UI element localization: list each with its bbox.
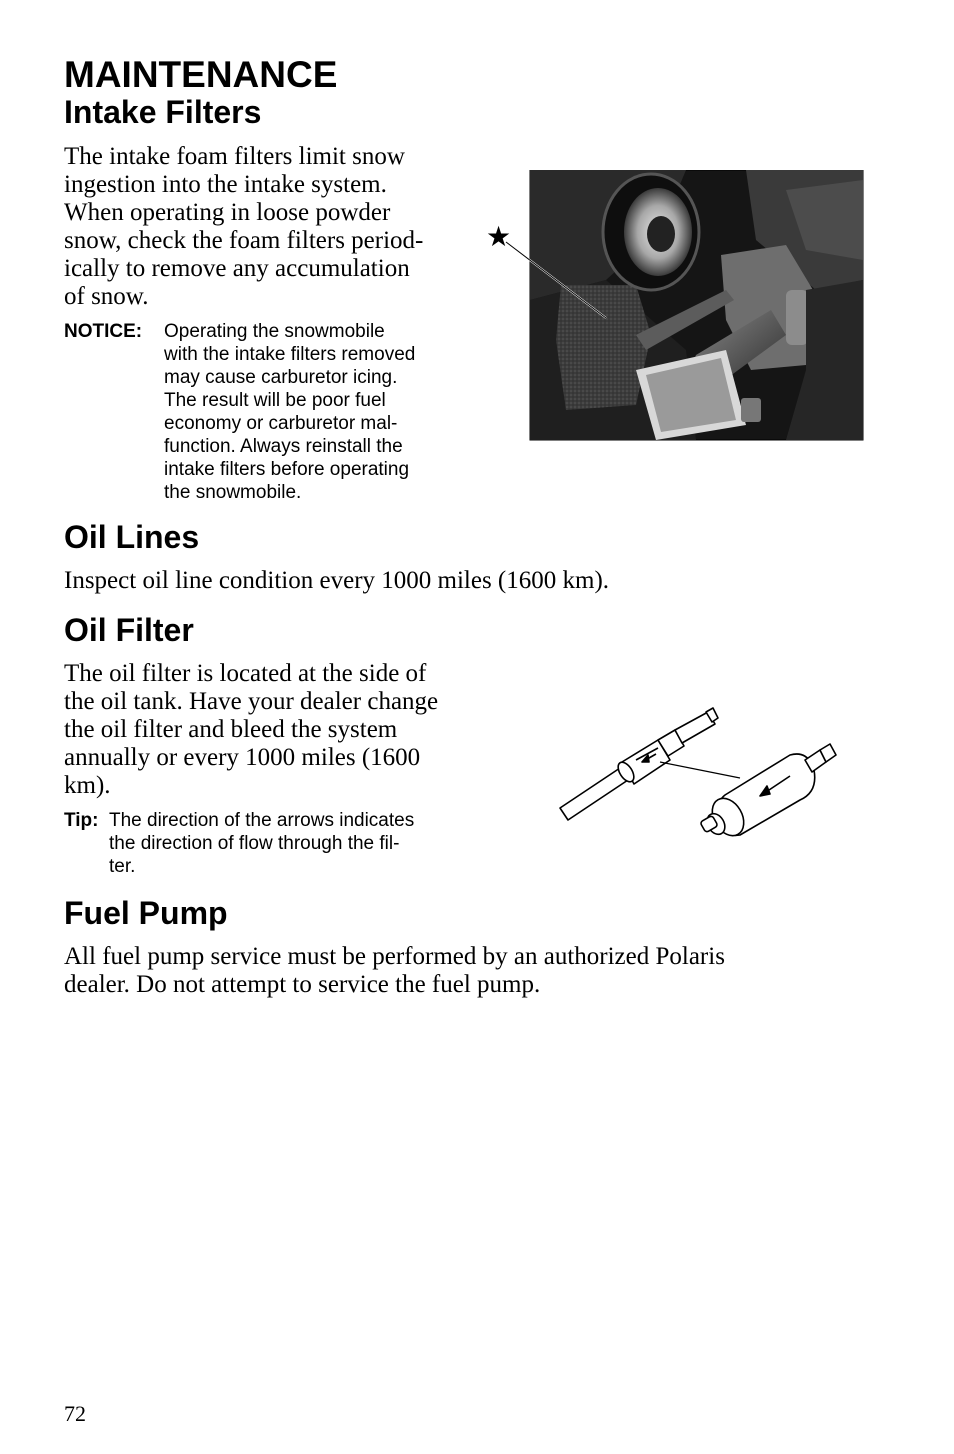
body-line: dealer. Do not attempt to service the fuel pump. (64, 971, 541, 998)
notice-line: economy or carburetor mal- (164, 413, 398, 434)
intake-filter-photo (486, 170, 866, 442)
tip-text (109, 809, 479, 878)
body-line: ingestion into the intake system. (64, 171, 387, 198)
body-line: annually or every 1000 miles (1600 (64, 744, 421, 771)
notice-line: Operating the snowmobile (164, 321, 385, 342)
tip-line: the direction of flow through the fil- (109, 833, 400, 854)
body-line: the oil filter and bleed the system (64, 716, 398, 743)
notice-line: may cause carburetor icing. (164, 367, 398, 388)
body-line: the oil tank. Have your dealer change (64, 688, 439, 715)
intake-filters-body (64, 143, 484, 311)
intake-filters-heading: Intake Filters (64, 94, 262, 130)
body-line: The oil filter is located at the side of (64, 660, 427, 687)
body-line: km). (64, 772, 111, 799)
oil-lines-heading: Oil Lines (64, 519, 200, 555)
tip-line: ter. (109, 856, 136, 877)
notice-line: function. Always reinstall the (164, 436, 403, 457)
body-line: The intake foam filters limit snow (64, 143, 405, 170)
star-marker-icon: ★ (486, 220, 512, 253)
notice-line: the snowmobile. (164, 482, 302, 503)
body-line: When operating in loose powder (64, 199, 391, 226)
notice-text (164, 320, 474, 504)
oil-lines-body: Inspect oil line condition every 1000 miles (1600 km). (64, 567, 610, 594)
notice-line: with the intake filters removed (164, 344, 416, 365)
body-line: ically to remove any accumulation (64, 255, 410, 282)
tip-label: Tip: (64, 810, 99, 831)
body-line: snow, check the foam filters period- (64, 227, 424, 254)
notice-line: The result will be poor fuel (164, 390, 386, 411)
fuel-pump-heading: Fuel Pump (64, 895, 228, 931)
notice-line: intake filters before operating (164, 459, 410, 480)
oil-filter-diagram (550, 700, 840, 845)
body-line: of snow. (64, 283, 149, 310)
oil-filter-body (64, 660, 484, 800)
fuel-pump-body (64, 943, 884, 999)
oil-filter-heading: Oil Filter (64, 612, 194, 648)
section-title: MAINTENANCE (64, 54, 338, 95)
body-line: All fuel pump service must be performed by an authorized Polaris (64, 943, 725, 970)
tip-line: The direction of the arrows indicates (109, 810, 415, 831)
page-number: 72 (64, 1401, 86, 1426)
notice-label: NOTICE: (64, 321, 143, 342)
